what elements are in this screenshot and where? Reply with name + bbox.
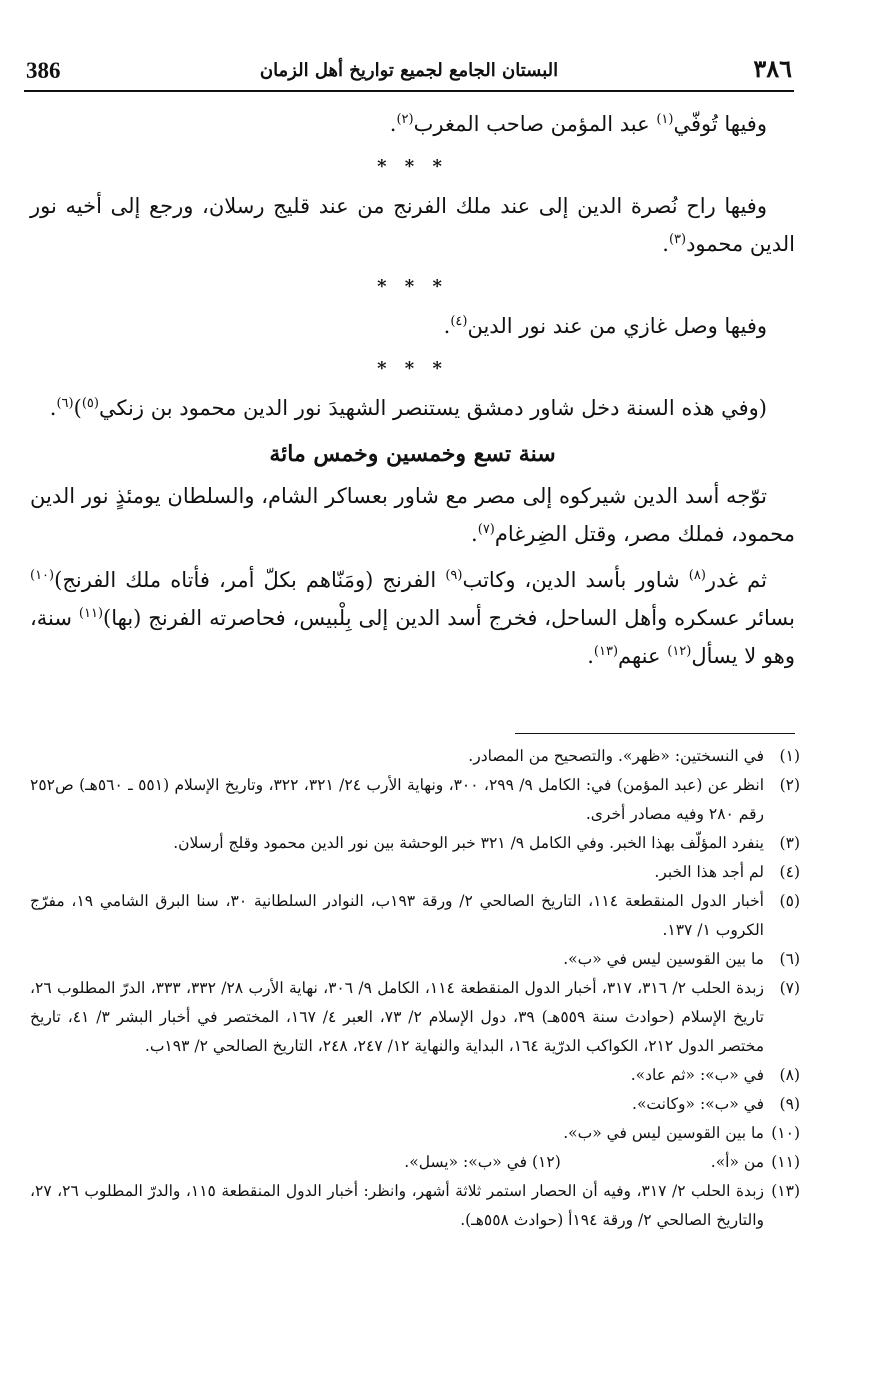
footnote-ref-4[interactable]: (٤) [450, 314, 468, 329]
running-title: البستان الجامع لجميع تواريخ أهل الزمان [259, 60, 559, 81]
footnote [30, 887, 800, 945]
footnote-number: (١٠) [771, 1124, 800, 1142]
footnote-number: (٩) [779, 1095, 800, 1113]
footnote-number: (١١) [771, 1153, 800, 1171]
footnote-ref-13[interactable]: (١٣) [593, 644, 619, 659]
footnote-text: ما بين القوسين ليس في «ب». [563, 1124, 764, 1142]
footnote-number: (٦) [779, 950, 800, 968]
footnote-number: (١٢) [531, 1153, 561, 1171]
footnote-text: في النسختين: «ظهر». والتصحيح من المصادر. [468, 747, 764, 765]
section-heading: سنة تسع وخمسين وخمس مائة [269, 441, 556, 467]
footnote [30, 858, 800, 887]
separator-stars: * * * [377, 276, 448, 297]
footnote-text: لم أجد هذا الخبر. [654, 863, 764, 881]
footnote-number: (١٣) [771, 1182, 800, 1200]
footnote [30, 742, 800, 771]
footnote-number: (٣) [779, 834, 800, 852]
footnote-text: زبدة الحلب ٢/ ٣١٦، ٣١٧، أخبار الدول المنقطعة ١١٤، الكامل ٩/ ٣٠٦، نهاية الأرب ٢٨/ ٣٣٢، ٣٣٣، الدرّ المطلوب ٢٦، تاريخ الإسلام (حوادث سنة ٥٥٩هـ) ٣٩، دول الإسلام ٢/ ٧٣، العبر ٤/ ١٦٧، المختصر في أخبار البشر ٣/ ٤١، تاريخ مختصر الدول ٢١٢، الكواكب الدرّية ١٦٤، البداية والنهاية ١٢/ ٢٤٧، ٢٤٨، التاريخ الصالحي ٢/ ١٩٣ب. [30, 979, 765, 1055]
footnote [30, 1177, 800, 1235]
footnote-ref-8[interactable]: (٨) [688, 568, 706, 583]
paragraph-2: وفيها راح نُصرة الدين إلى عند ملك الفرنج من عند قليج رسلان، ورجع إلى أخيه نور الدين محمود$^{(٣)}$. [30, 194, 795, 256]
paragraph-3: وفيها وصل غازي من عند نور الدين$^{(٤)}$. [443, 314, 767, 338]
footnote-text: انظر عن (عبد المؤمن) في: الكامل ٩/ ٢٩٩، ٣٠٠، ونهاية الأرب ٢٤/ ٣٢١، ٣٢٢، وتاريخ الإسلام (٥٥١ ـ ٥٦٠هـ) ص٢٥٢ رقم ٢٨٠ وفيه مصادر أخرى. [30, 776, 765, 823]
footnote-ref-11[interactable]: (١١) [78, 606, 104, 621]
footnote [30, 1090, 800, 1119]
footnote-text: من «أ». [710, 1153, 764, 1171]
footnote-ref-3[interactable]: (٣) [668, 232, 687, 247]
footnote-text: زبدة الحلب ٢/ ٣١٧، وفيه أن الحصار استمر ثلاثة أشهر، وانظر: أخبار الدول المنقطعة ١١٥، والدرّ المطلوب ٢٦، ٢٧، والتاريخ الصالحي ٢/ ورقة ١٩٤أ (حوادث ٥٥٨هـ). [30, 1182, 764, 1229]
footnotes [30, 742, 800, 1235]
footnote-text: في «ب»: «وكانت». [632, 1095, 764, 1113]
footnote [30, 1119, 800, 1148]
footnote-text: في «ب»: «ثم عاد». [630, 1066, 764, 1084]
footnote-ref-6[interactable]: (٦) [56, 396, 74, 411]
footnote [30, 829, 800, 858]
footnote-pair [30, 1148, 800, 1177]
footnote-text: أخبار الدول المنقطعة ١١٤، التاريخ الصالحي ٢/ ورقة ١٩٣ب، النوادر السلطانية ٣٠، سنا البرق الشامي ١٩، مفرّج الكروب ١/ ١٣٧. [30, 892, 764, 939]
paragraph-6: ثم غدر$^{(٨)}$ شاور بأسد الدين، وكاتب$^{(٩)}$ الفرنج (ومَنّاهم بكلّ أمر، فأتاه ملك الفرنج)$^{(١٠)}$ بسائر عسكره وأهل الساحل، فخرج أسد الدين إلى بِلْبيس، فحاصرته الفرنج (بها)$^{(١١)}$ سنة، وهو لا يسأل$^{(١٢)}$ عنهم$^{(١٣)}$. [30, 568, 795, 668]
footnote [30, 1061, 800, 1090]
footnote-ref-12[interactable]: (١٢) [667, 644, 692, 659]
footnote-number: (١) [779, 747, 800, 765]
footnote [30, 974, 800, 1061]
footnote [404, 1148, 560, 1177]
separator-stars: * * * [377, 156, 448, 177]
footnote-ref-9[interactable]: (٩) [445, 568, 463, 583]
footnote-number: (٧) [779, 979, 801, 997]
separator-stars: * * * [377, 358, 448, 379]
footnote [30, 771, 800, 829]
page-header [24, 52, 794, 92]
footnote-ref-10[interactable]: (١٠) [30, 568, 55, 583]
footnote-number: (٥) [779, 892, 800, 910]
footnote-ref-2[interactable]: (٢) [396, 112, 414, 127]
main-text [30, 105, 795, 683]
page-number-arabic: ٣٨٦ [753, 54, 792, 83]
paragraph-1: وفيها تُوفّي$^{(١)}$ عبد المؤمن صاحب المغرب$^{(٢)}$. [389, 112, 767, 136]
paragraph-5: توّجه أسد الدين شيركوه إلى مصر مع شاور بعساكر الشام، والسلطان يومئذٍ نور الدين محمود، فملك مصر، وقتل الضِرغام$^{(٧)}$. [30, 484, 795, 546]
footnote [30, 945, 800, 974]
footnote-number: (٤) [779, 863, 800, 881]
footnote-divider [515, 733, 795, 734]
footnote-ref-5[interactable]: (٥) [81, 396, 99, 411]
paragraph-4: (وفي هذه السنة دخل شاور دمشق يستنصر الشهيدَ نور الدين محمود بن زنكي$^{(٥)}$)$^{(٦)}$. [49, 396, 767, 420]
footnote-ref-7[interactable]: (٧) [477, 522, 495, 537]
footnote-text: ينفرد المؤلّف بهذا الخبر. وفي الكامل ٩/ ٣٢١ خبر الوحشة بين نور الدين محمود وقلج أرسلان. [173, 834, 764, 852]
footnote-number: (٢) [779, 776, 801, 794]
footnote [711, 1148, 800, 1177]
footnote-ref-1[interactable]: (١) [656, 112, 674, 127]
footnote-text: في «ب»: «يسل». [404, 1153, 528, 1171]
page-number-latin: 386 [26, 58, 61, 83]
footnote-number: (٨) [779, 1066, 800, 1084]
footnote-text: ما بين القوسين ليس في «ب». [563, 950, 764, 968]
